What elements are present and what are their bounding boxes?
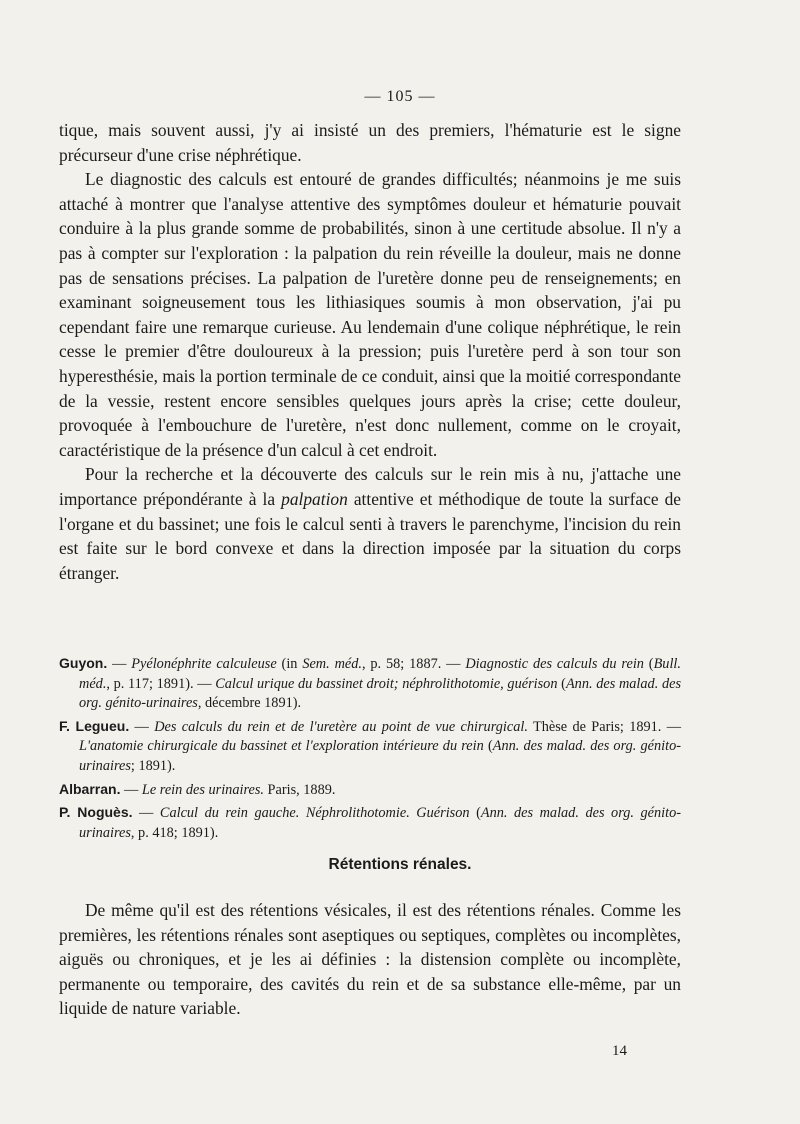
reference-text: — bbox=[129, 718, 155, 735]
reference-text: ( bbox=[483, 738, 493, 755]
reference-text: ( bbox=[557, 675, 566, 692]
main-text bbox=[59, 118, 681, 585]
reference-text: Paris, 1889. bbox=[263, 781, 336, 798]
reference-author: Albarran. bbox=[59, 780, 121, 797]
reference-entry bbox=[59, 780, 681, 801]
reference-text: , décembre 1891). bbox=[197, 695, 302, 712]
reference-text: , p. 418; 1891). bbox=[130, 824, 219, 841]
reference-author: F. Legueu. bbox=[59, 717, 130, 734]
reference-author: Guyon. bbox=[59, 655, 108, 671]
reference-title: Calcul du rein gauche. Néphrolithotomie. Guérison bbox=[159, 805, 470, 822]
reference-text: — bbox=[132, 805, 160, 822]
reference-entry bbox=[59, 717, 681, 777]
palpation-emphasis: palpation bbox=[281, 488, 348, 509]
folio-signature: 14 bbox=[612, 1043, 627, 1059]
reference-title: Des calculs du rein et de l'uretère au point de vue chirurgical. bbox=[154, 718, 528, 735]
reference-text: ; 1891). bbox=[130, 757, 176, 774]
reference-text: (in bbox=[276, 656, 303, 672]
reference-title: Le rein des urinaires. bbox=[141, 781, 264, 798]
reference-author: P. Noguès. bbox=[59, 804, 133, 821]
section-title: Rétentions rénales. bbox=[328, 856, 472, 873]
reference-title: Ann. des malad. des org. génito-urinaires bbox=[79, 805, 681, 841]
reference-text: ( bbox=[469, 805, 481, 822]
references-list bbox=[59, 654, 681, 846]
paragraph-2: Le diagnostic des calculs est entouré de grandes difficultés; néanmoins je me suis attaché à montrer que l'analyse attentive des symptômes douleur et hématurie pouvait conduire à la plus grande somme de probabilités, sinon à une certitude absolue. Il n'y a pas à compter sur l'exploration : la palpation du rein réveille la douleur, mais ne donne pas de sensations précises. La palpation de l'uretère donne peu de renseignements; en examinant soigneusement tous les lithiasiques soumis à mon observation, j'ai pu cependant faire une remarque curieuse. Au lendemain d'une colique néphrétique, le rein cesse le premier d'être douloureux à la pression; puis l'uretère perd à son tour son hyperesthésie, mais la portion terminale de ce conduit, ainsi que la moitié correspondante de la vessie, restent encore sensibles quelques jours après la crise; cette douleur, provoquée à l'embouchure de l'uretère, n'est donc nullement, comme on le croyait, caractéristique de la présence d'un calcul à cet endroit. bbox=[59, 169, 681, 460]
paragraph-1: tique, mais souvent aussi, j'y ai insisté un des premiers, l'hématurie est le signe précurseur d'une crise néphrétique. bbox=[59, 120, 681, 165]
reference-text: — bbox=[120, 781, 142, 798]
reference-title: Pyélonéphrite calculeuse bbox=[131, 656, 277, 672]
page-number: — 105 — bbox=[364, 88, 436, 105]
reference-text: — bbox=[107, 656, 132, 672]
reference-title: L'anatomie chirurgicale du bassinet et l'exploration intérieure du rein bbox=[79, 738, 484, 755]
paragraph-3-start: Pour la recherche et la découverte des calculs sur le rein mis à nu, j'attache une importance prépondérante à la bbox=[59, 464, 681, 509]
reference-title: Bull. méd. bbox=[79, 656, 681, 692]
reference-title: Calcul urique du bassinet droit; néphrolithotomie, guérison bbox=[215, 675, 558, 692]
reference-text: , p. 117; 1891). — bbox=[106, 675, 216, 692]
reference-text: , p. 58; 1887. — bbox=[361, 656, 466, 672]
reference-entry bbox=[59, 654, 681, 714]
reference-text: ( bbox=[643, 656, 654, 672]
reference-title: Ann. des malad. des org. génito-urinaires bbox=[79, 738, 681, 774]
reference-title: Diagnostic des calculs du rein bbox=[465, 656, 644, 672]
reference-entry bbox=[59, 803, 681, 843]
section-paragraph-1: De même qu'il est des rétentions vésicales, il est des rétentions rénales. Comme les premières, les rétentions rénales sont aseptiques ou septiques, complètes ou incomplètes, aiguës ou chroniques, et je les ai définies : la distension complète ou incomplète, permanente ou temporaire, des cavités du rein et de sa substance elle-même, par un liquide de nature variable. bbox=[59, 900, 681, 1019]
paragraph-3-end: attentive et méthodique de toute la surface de l'organe et du bassinet; une fois le calcul senti à travers le parenchyme, l'incision du rein est faite sur le bord convexe et dans la direction imposée par la situation du corps étranger. bbox=[59, 488, 681, 583]
reference-title: Ann. des malad. des org. génito-urinaires bbox=[79, 675, 682, 712]
reference-title: Sem. méd. bbox=[302, 656, 362, 672]
paragraph-3 bbox=[59, 462, 681, 585]
reference-text: Thèse de Paris; 1891. — bbox=[527, 718, 681, 735]
section-text bbox=[59, 898, 681, 1021]
